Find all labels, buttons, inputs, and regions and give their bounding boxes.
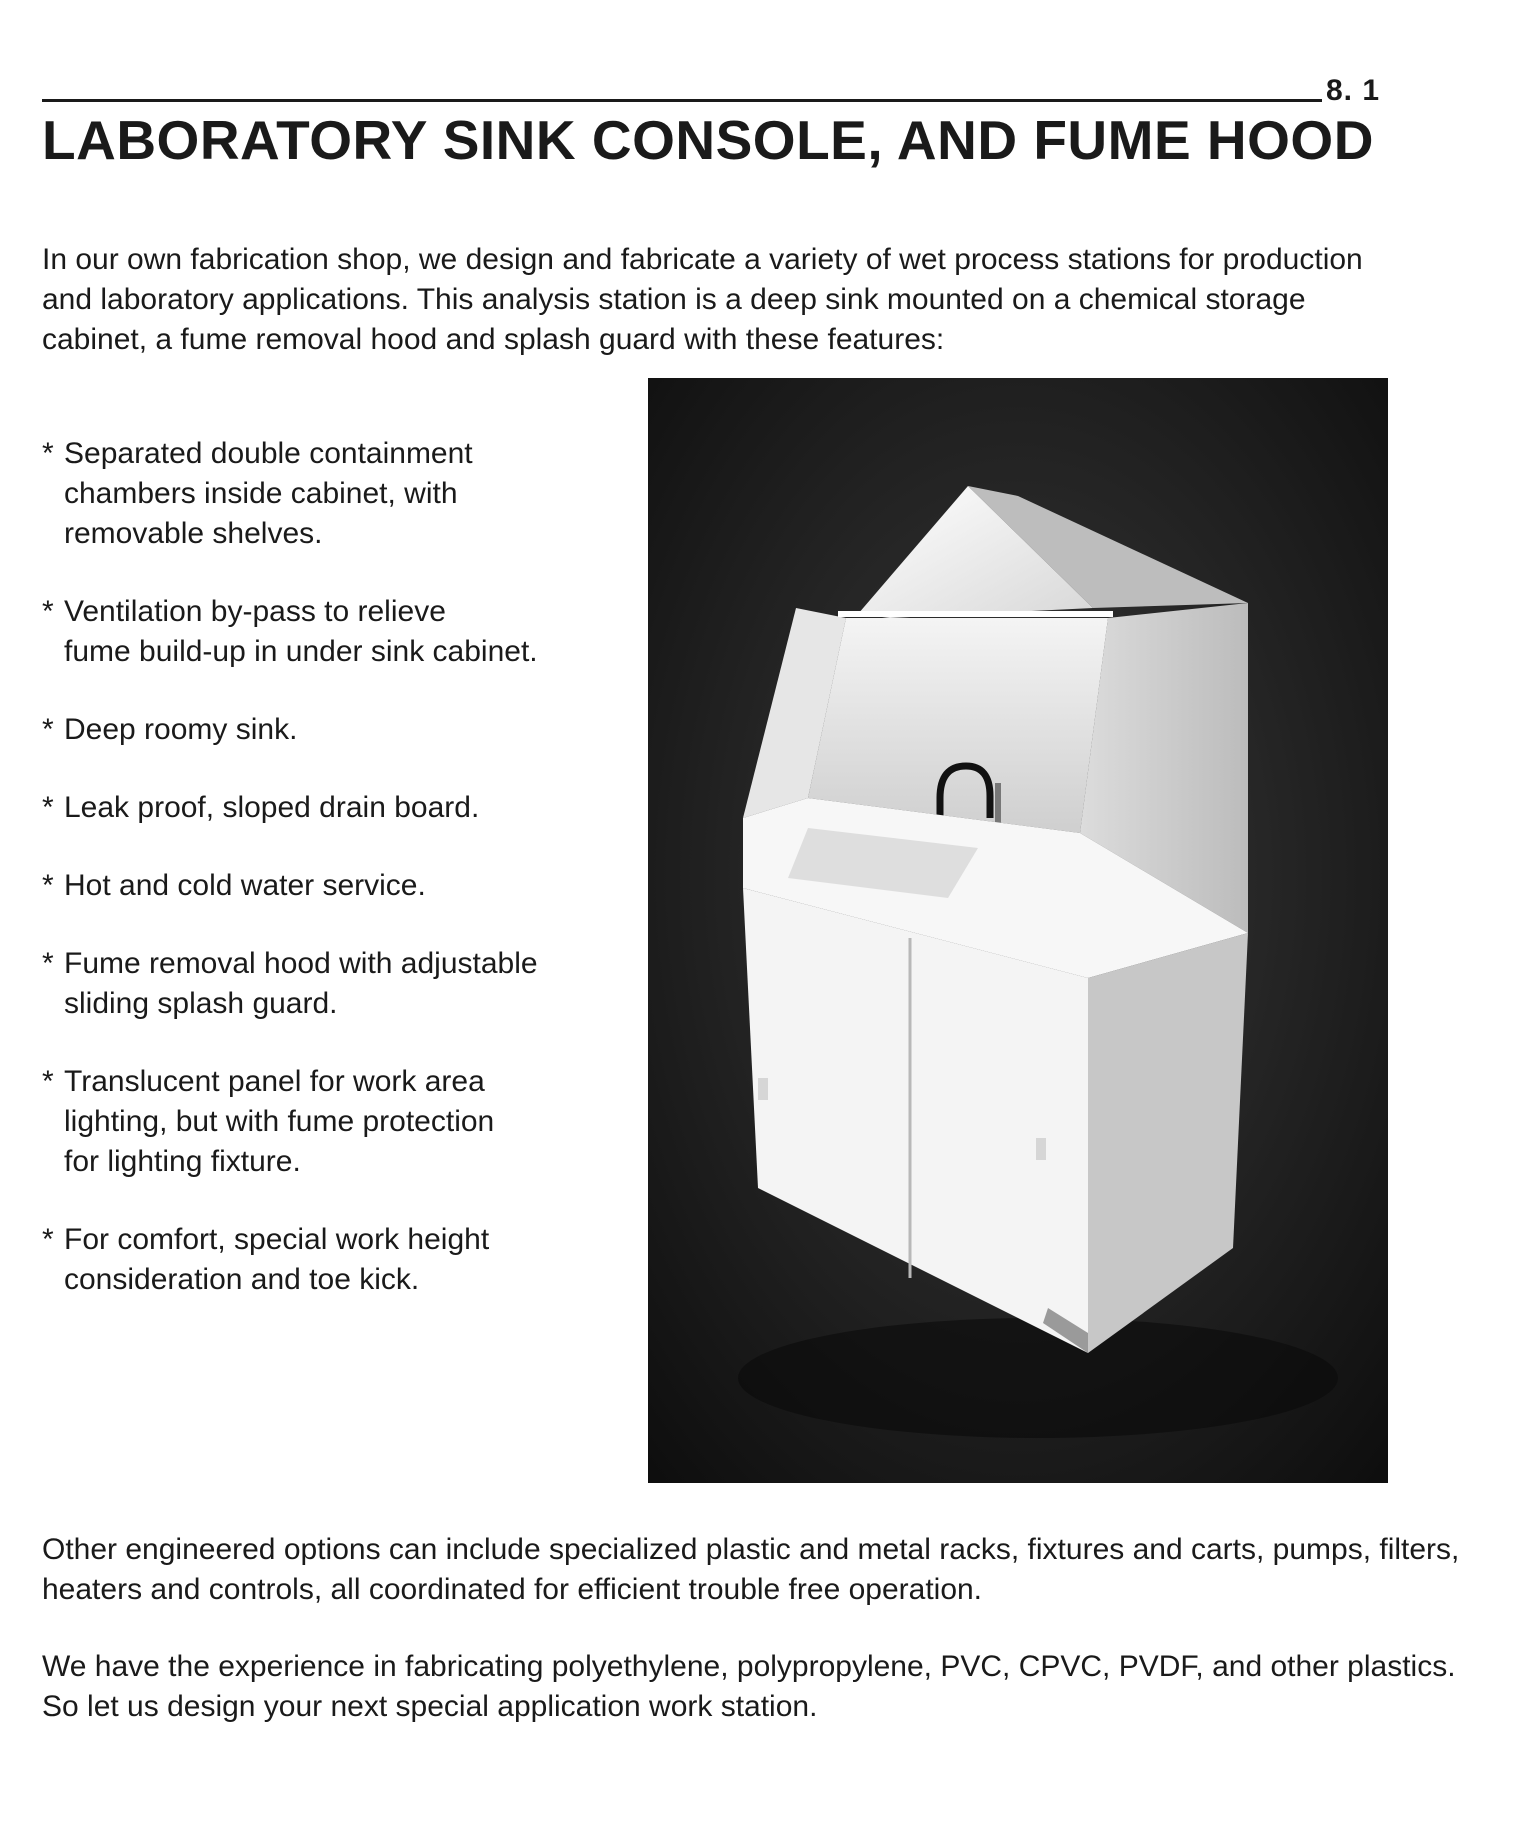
closing-paragraph-2: We have the experience in fabricating polyethylene, polypropylene, PVC, CPVC, PVDF, and other plastics. So let us design your next special application work station. (42, 1650, 1456, 1723)
feature-text: Translucent panel for work area lighting, but with fume protection for lighting fixture. (64, 1065, 495, 1178)
bullet-asterisk: * (42, 1065, 54, 1098)
bullet-asterisk: * (42, 1223, 54, 1256)
intro-paragraph: In our own fabrication shop, we design and fabricate a variety of wet process stations for production and laboratory applications. This analysis station is a deep sink mounted on a chemical storage cabinet, a fume removal hood and splash guard with these features: (42, 243, 1363, 356)
header-rule (42, 99, 1322, 102)
feature-text: Hot and cold water service. (64, 869, 426, 902)
feature-item (42, 710, 642, 750)
feature-text: For comfort, special work height consideration and toe kick. (64, 1223, 490, 1296)
feature-text: Deep roomy sink. (64, 713, 298, 746)
bullet-asterisk: * (42, 437, 54, 470)
floor-shadow (738, 1318, 1338, 1438)
product-photo (648, 378, 1388, 1483)
bullet-asterisk: * (42, 713, 54, 746)
closing-paragraph-1: Other engineered options can include specialized plastic and metal racks, fixtures and carts, pumps, filters, heaters and controls, all coordinated for efficient trouble free operation. (42, 1533, 1460, 1606)
bullet-asterisk: * (42, 595, 54, 628)
feature-item (42, 788, 642, 828)
feature-text: Ventilation by-pass to relieve fume build-up in under sink cabinet. (64, 595, 538, 668)
feature-item (42, 1062, 642, 1182)
hood-back-panel (808, 618, 1108, 833)
bullet-asterisk: * (42, 869, 54, 902)
feature-item (42, 434, 642, 554)
door-handle-left (758, 1078, 768, 1100)
page-title: LABORATORY SINK CONSOLE, AND FUME HOOD (42, 109, 1374, 171)
feature-item (42, 944, 642, 1024)
page-number: 8. 1 (1326, 74, 1381, 107)
bullet-asterisk: * (42, 947, 54, 980)
feature-item (42, 592, 642, 672)
bullet-asterisk: * (42, 791, 54, 824)
door-handle-right (1036, 1138, 1046, 1160)
feature-item (42, 866, 642, 906)
feature-item (42, 1220, 642, 1300)
feature-list (42, 434, 642, 1338)
feature-text: Leak proof, sloped drain board. (64, 791, 480, 824)
feature-text: Fume removal hood with adjustable sliding splash guard. (64, 947, 538, 1020)
feature-text: Separated double containment chambers inside cabinet, with removable shelves. (64, 437, 473, 550)
